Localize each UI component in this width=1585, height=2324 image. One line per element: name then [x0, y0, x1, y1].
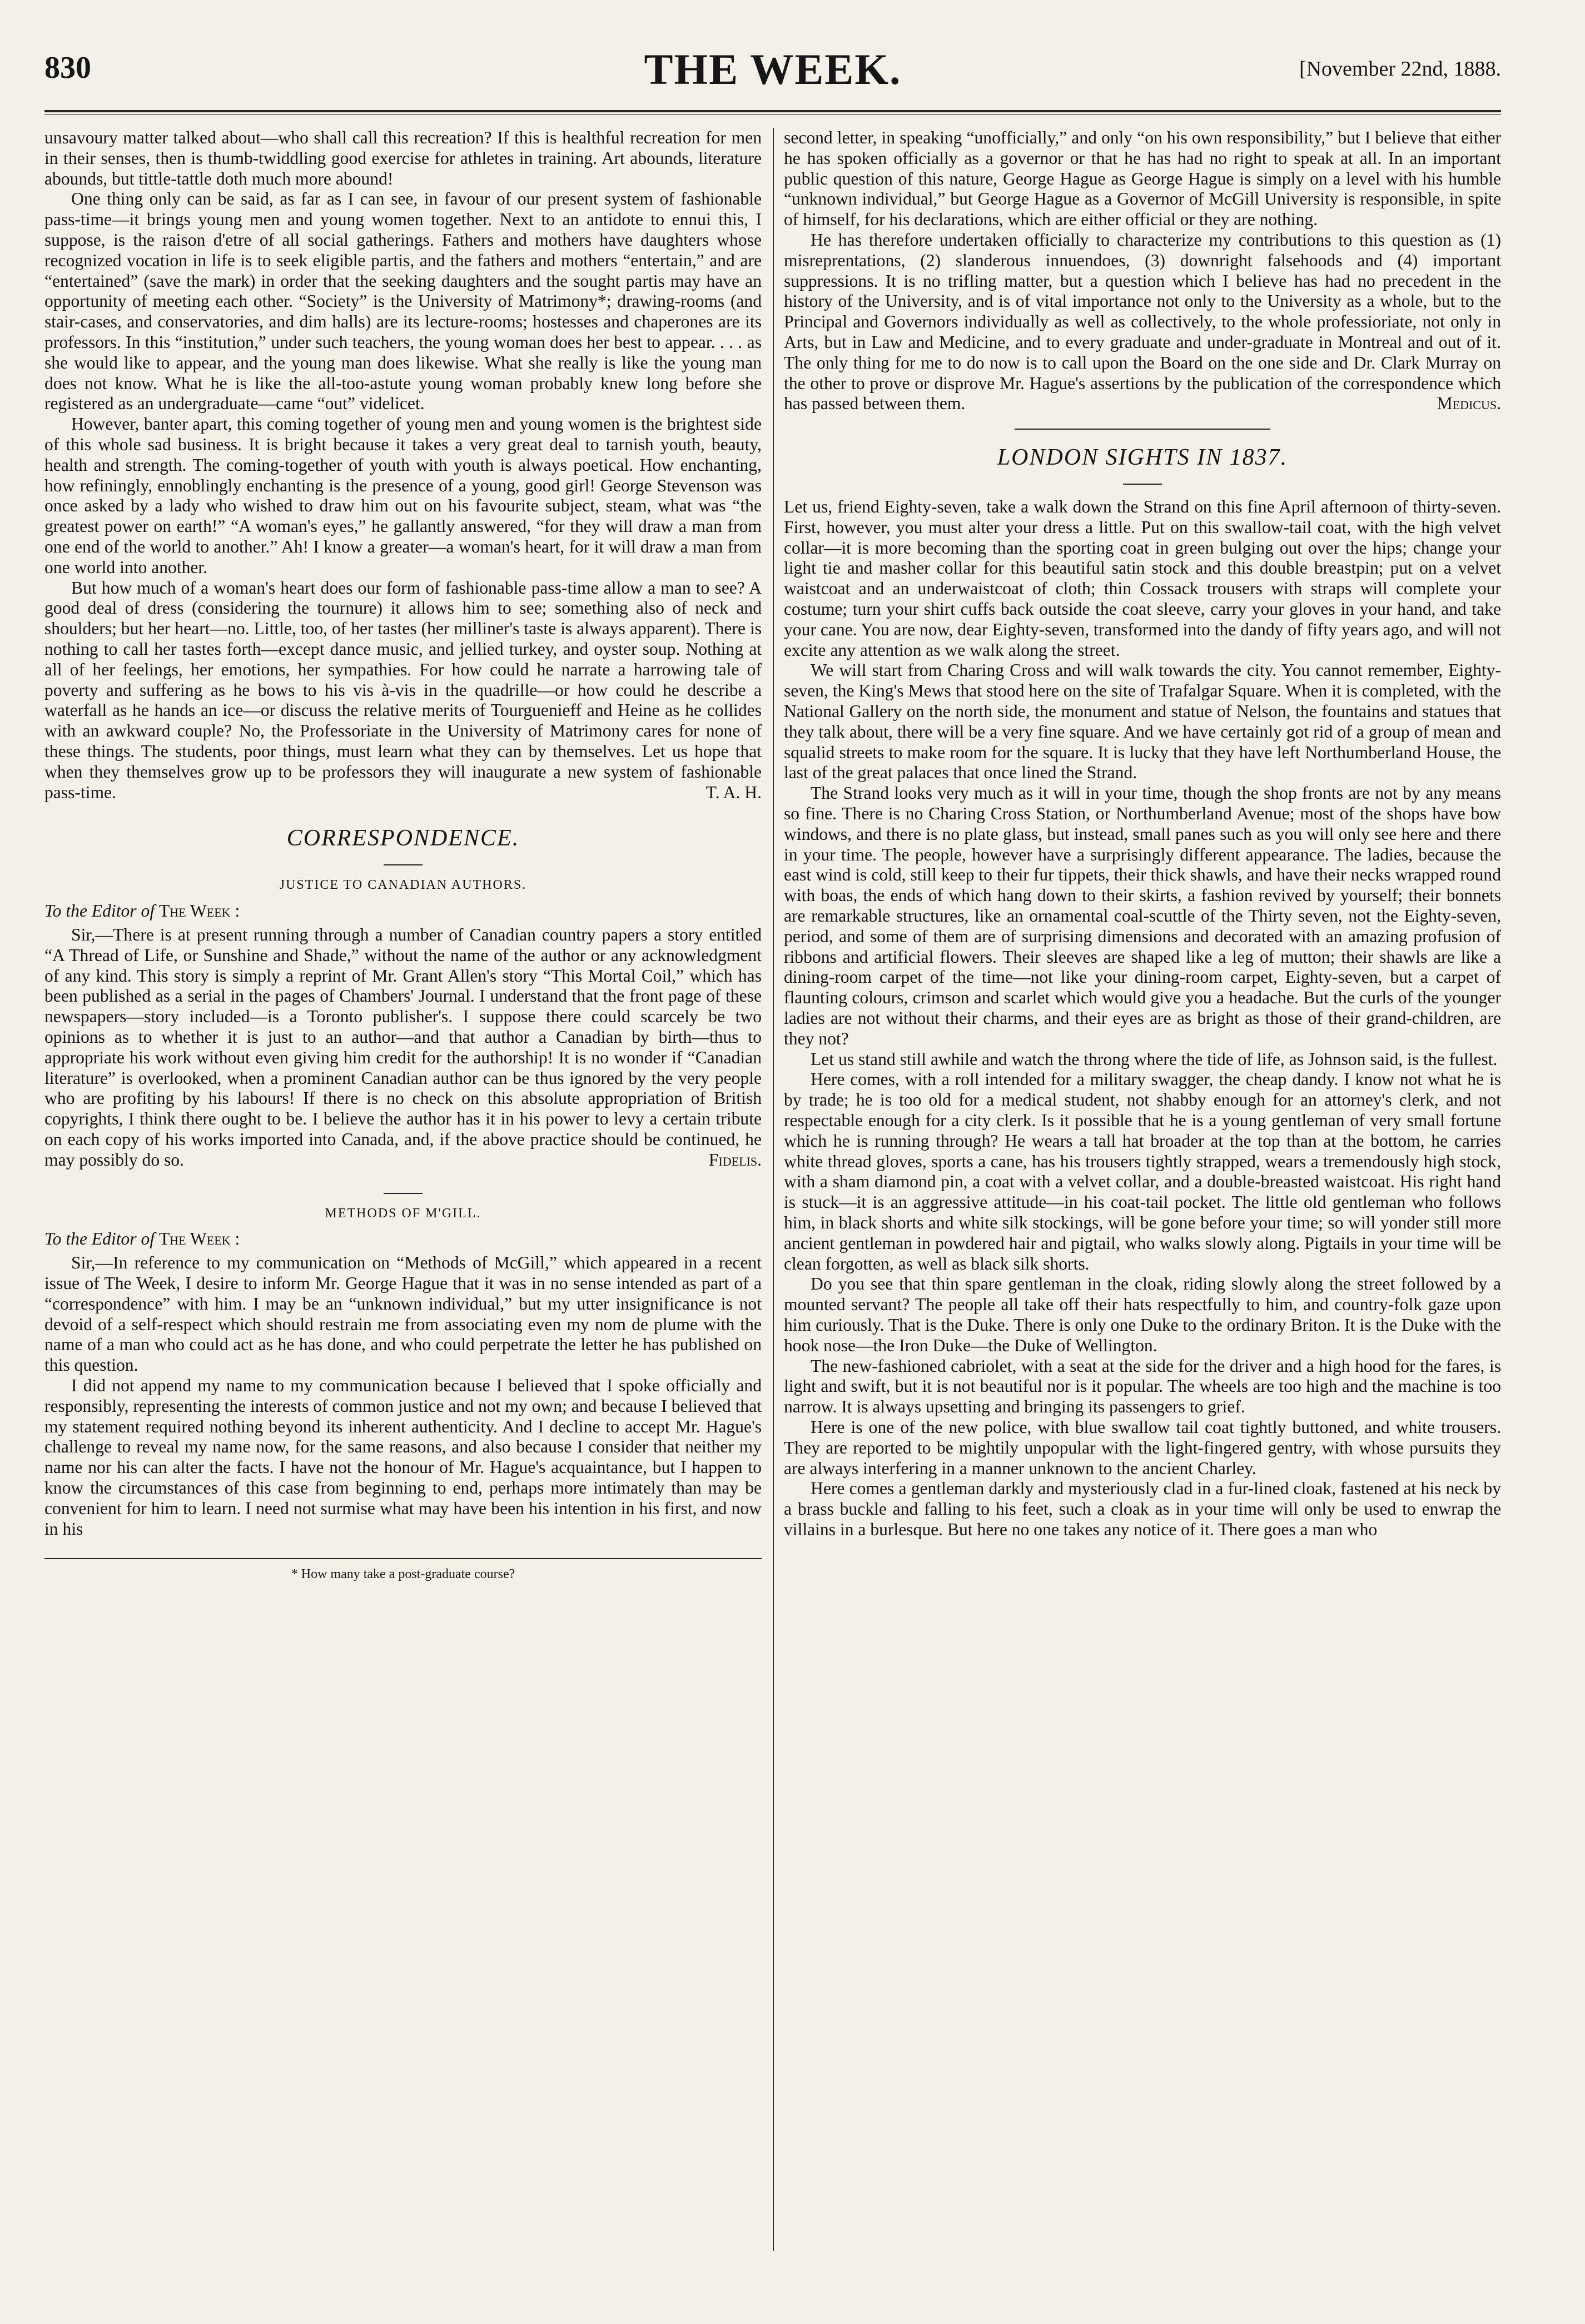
- letter-heading: JUSTICE TO CANADIAN AUTHORS.: [279, 878, 527, 893]
- paragraph-text: Sir,—There is at present running through a number of Canadian country papers a story entitled “A Thread of Life, or Sunshine and Shade,” without the name of the author or any acknowledgment of any kind. This story is simply a reprint of Mr. Grant Allen's story “This Mortal Coil,” which has been published as a serial in the pages of Chambers' Journal. I understand that the front page of these newspapers—story included—is a Toronto publisher's. I suppose there could scarcely be two opinions as to whether it is just to an author—and that author a Canadian by birth—thus to appropriate his work without even giving him credit for the authorship! It is no wonder if “Canadian literature” is overlooked, when a prominent Canadian author can be thus ignored by the very people who are profiting by his labours! If there is no check on this absolute appropriation of British copyrights, I think there ought to be. I believe the author has it in his power to levy a certain tribute on each copy of his works imported into Canada, and, if the above practice should be continued, he may possibly do so.: [44, 924, 762, 1170]
- letter-heading: METHODS OF M'GILL.: [325, 1206, 481, 1221]
- paragraph: second letter, in speaking “unofficially,” and only “on his own responsibility,” but I believe that either he has spoken officially as a governor or that he has had no right to speak at all. In an important public question of this nature, George Hague as George Hague is simply on a level with his humble “unknown individual,” but George Hague as a Governor of McGill University is responsible, in spite of himself, for his declarations, which are either official or they are nothing.: [784, 128, 1501, 230]
- author-signature: T. A. H.: [705, 782, 762, 802]
- page-number: 830: [44, 51, 91, 85]
- paragraph: The new-fashioned cabriolet, with a seat at the side for the driver and a high hood for the fares, is light and swift, but it is not beautiful nor is it popular. The wheels are too high and the machine is too narrow. It is always upsetting and bringing its passengers to grief.: [784, 1356, 1501, 1417]
- paragraph: However, banter apart, this coming together of young men and young women is the brightest side of this whole sad business. It is bright because it takes a very great deal to tarnish youth, beauty, health and strength. The coming-together of youth with youth is always poetical. How enchanting, how refiningly, ennoblingly enchanting is the presence of a young, good girl! George Stevenson was once asked by a lady who wished to draw him out on his favourite subject, steam, what was “the greatest power on earth!” “A woman's eyes,” he gallantly answered, “for they will draw a man from one end of the world to another.” Ah! I know a greater—a woman's heart, for it will draw a man from one world into another.: [44, 414, 762, 577]
- paragraph: One thing only can be said, as far as I can see, in favour of our present system of fashionable pass-time—it brings young men and young women together. Next to an antidote to ennui this, I suppose, is the raison d'etre of all social gatherings. Fathers and mothers have daughters whose recognized vocation in life is to seek eligible partis, and the fathers and mothers “entertain,” and are “entertained” (save the mark) in order that the seeking daughters and the sought partis may have an opportunity of meeting each other. “Society” is the University of Matrimony*; drawing-rooms (and stair-cases, and conservatories, and dim halls) are its lecture-rooms; hostesses and chaperones are its professors. In this “institution,” under such teachers, the young woman does her best to appear. . . . as she would like to appear, and the young man does likewise. What she really is like the young man does not know. What he is like the all-too-astute young woman probably knew long before she registered as an undergraduate—came “out” videlicet.: [44, 189, 762, 414]
- footnote: * How many take a post-graduate course?: [291, 1567, 515, 1582]
- masthead: [44, 44, 1501, 100]
- paragraph: Do you see that thin spare gentleman in the cloak, riding slowly along the street followed by a mounted servant? The people all take off their hats respectfully to him, and country-folk gaze upon him curiously. That is the Duke. There is only one Duke to the ordinary Briton. It is the Duke with the hook nose—the Iron Duke—the Duke of Wellington.: [784, 1274, 1501, 1355]
- salutation: To the Editor of The Week :: [44, 901, 240, 921]
- paragraph: Let us stand still awhile and watch the throng where the tide of life, as Johnson said, is the fullest.: [811, 1049, 1498, 1069]
- right-column: [784, 128, 1501, 1540]
- newspaper-page: [44, 44, 1501, 2285]
- left-column: [44, 128, 762, 1582]
- letter-signature: Fidelis.: [708, 1149, 762, 1170]
- section-rule: [384, 1193, 423, 1194]
- section-title-london: LONDON SIGHTS IN 1837.: [997, 445, 1288, 471]
- letter-body: I did not append my name to my communication because I believed that I spoke officially and responsibly, representing the interests of common justice and not my own; and because I believed that my statement required nothing beyond its inherent authenticity. And I decline to accept Mr. Hague's challenge to reveal my name now, for the same reasons, and also because I consider that neither my name nor his can alter the facts. I have not the honour of Mr. Hague's acquaintance, but I happen to know the circumstances of this case from beginning to end, perhaps more intimately than may be convenient for him to learn. I need not surmise what may have been his intention in his first, and now in his: [44, 1376, 762, 1539]
- paragraph-text: But how much of a woman's heart does our form of fashionable pass-time allow a man to see? A good deal of dress (considering the tournure) it allows him to see; something also of neck and shoulders; but her heart—no. Little, too, of her tastes (her milliner's taste is always apparent). There is nothing to call her tastes forth—except dance music, and jellied turkey, and oyster soup. Nothing at all of her feelings, her emotions, her sympathies. For how could he narrate a harrowing tale of poverty and suffering as he bows to his vis à-vis in the quadrille—or how could he describe a waterfall as he hands an ice—or discuss the relative merits of Tourguenieff and Heine as he collides with an awkward couple? No, the Professoriate in the University of Matrimony cares for none of these things. The students, poor things, must learn what they can by themselves. Let us hope that when they themselves grow up to be professors they will inaugurate a new system of fashionable pass-time.: [44, 578, 762, 802]
- column-divider: [773, 128, 774, 2251]
- paragraph: We will start from Charing Cross and will walk towards the city. You cannot remember, Eighty-seven, the King's Mews that stood here on the site of Trafalgar Square. When it is completed, with the National Gallery on the north side, the monument and statue of Nelson, the fountains and statues that they talk about, there will be a very fine square. And we have certainly got rid of a group of mean and squalid streets to make room for the square. It is lucky that they have left Northumberland House, the last of the great palaces that once lined the Strand.: [784, 660, 1501, 783]
- letter-body: [44, 925, 762, 1171]
- issue-date: [November 22nd, 1888.: [1299, 57, 1501, 81]
- section-rule: [1123, 484, 1162, 485]
- letter-body: Sir,—In reference to my communication on “Methods of McGill,” which appeared in a recent issue of The Week, I desire to inform Mr. George Hague that it was in no sense intended as part of a “correspondence” with him. I may be an “unknown individual,” but my utter insignificance is not devoid of a self-respect which should restrain me from associating even my nom de plume with the name of a man who could act as he has done, and who could perpetrate the letter he has published on this question.: [44, 1253, 762, 1375]
- paragraph: Here comes, with a roll intended for a military swagger, the cheap dandy. I know not what he is by trade; he is too old for a medical student, not shabby enough for an attorney's clerk, and not respectable enough for a city clerk. Is it possible that he is a young gentleman of very small fortune which he is running through? He wears a tall hat broader at the top than at the bottom, he carries white thread gloves, sports a cane, has his trousers tightly strapped, wears a tremendously high stock, with a sham diamond pin, a coat with a velvet collar, and a double-breasted waistcoat. His right hand is stuck—it is an aggressive attitude—in his coat-tail pocket. The little old gentleman who follows him, in black shorts and white silk stockings, will be gone before your time; so will yonder still more ancient gentleman in powdered hair and pigtail, who walks slowly along. Pigtails in your time will be clean forgotten, as well as black silk shorts.: [784, 1069, 1501, 1273]
- paragraph-text: He has therefore undertaken officially to characterize my contributions to this question as (1) misreprentations, (2) slanderous innuendoes, (3) downright falsehoods and (4) important suppressions. It is no trifling matter, but a question which I believe has had no precedent in the history of the University, and is of vital importance not only to the University as a whole, but to the Principal and Governors individually as well as collectively, to the whole professioriate, not only in Arts, but in Law and Medicine, and to every graduate and under-graduate in Montreal and out of it. The only thing for me to do now is to call upon the Board on the one side and Dr. Clark Murray on the other to prove or disprove Mr. Hague's assertions by the publication of the correspondence which has passed between them.: [784, 230, 1501, 414]
- section-rule: [384, 864, 423, 865]
- paragraph: Here comes a gentleman darkly and mysteriously clad in a fur-lined cloak, fastened at his neck by a brass buckle and falling to his feet, such a cloak as in your time will only be used to enwrap the villains in a burlesque. But here no one takes any notice of it. There goes a man who: [784, 1479, 1501, 1539]
- section-rule: [1015, 429, 1270, 430]
- paragraph: [784, 230, 1501, 414]
- section-title-correspondence: CORRESPONDENCE.: [286, 825, 520, 852]
- paragraph: Let us, friend Eighty-seven, take a walk down the Strand on this fine April afternoon of thirty-seven. First, however, you must alter your dress a little. Put on this swallow-tail coat, with the high velvet collar—it is more becoming than the sporting coat in green bulging out over the hips; change your light tie and masher collar for this beautiful satin stock and this double breastpin; put on a velvet waistcoat and an underwaistcoat of cloth; thin Cossack trousers with straps will complete your costume; turn your shirt cuffs back outside the coat sleeve, carry your gloves in your hand, and take your cane. You are now, dear Eighty-seven, transformed into the dandy of fifty years ago, and will not excite any attention as we walk along the street.: [784, 497, 1501, 660]
- paragraph: The Strand looks very much as it will in your time, though the shop fronts are not by any means so fine. There is no Charing Cross Station, or Northumberland Avenue; most of the shops have bow windows, and there is no plate glass, but instead, small panes such as you will only see here and there in your time. The people, however have a surprisingly different appearance. The ladies, because the east wind is cold, still keep to their fur tippets, their thick shawls, and have their necks wrapped round with boas, the ends of which hang down to their skirts, a fashion revived by yourself; their bonnets are remarkable structures, like an ornamental coal-scuttle of the Thirty seven, not the Eighty-seven, period, and some of them are of surprising dimensions and decorated with an amazing profusion of ribbons and artificial flowers. Their sleeves are shaped like a leg of mutton; their shawls are like a dining-room carpet of the time—not like your dining-room carpet, Eighty-seven, but a carpet of flaunting colours, crimson and scarlet which would give you a headache. But the curls of the younger ladies are not without their charms, and their eyes are as bright as those of their grand-children, are they not?: [784, 783, 1501, 1048]
- publication-title: THE WEEK.: [644, 45, 902, 93]
- footnote-rule: [44, 1558, 762, 1559]
- salutation: To the Editor of The Week :: [44, 1229, 240, 1249]
- paragraph: [44, 578, 762, 803]
- paragraph: unsavoury matter talked about—who shall call this recreation? If this is healthful recreation for men in their senses, then is thumb-twiddling good exercise for athletes in training. Art abounds, literature abounds, but tittle-tattle doth much more abound!: [44, 128, 762, 188]
- letter-signature: Medicus.: [1437, 394, 1501, 414]
- paragraph: Here is one of the new police, with blue swallow tail coat tightly buttoned, and white trousers. They are reported to be mightily unpopular with the light-fingered gentry, with whose pursuits they are always interfering in a manner unknown to the ancient Charley.: [784, 1417, 1501, 1478]
- masthead-rule: [44, 110, 1501, 112]
